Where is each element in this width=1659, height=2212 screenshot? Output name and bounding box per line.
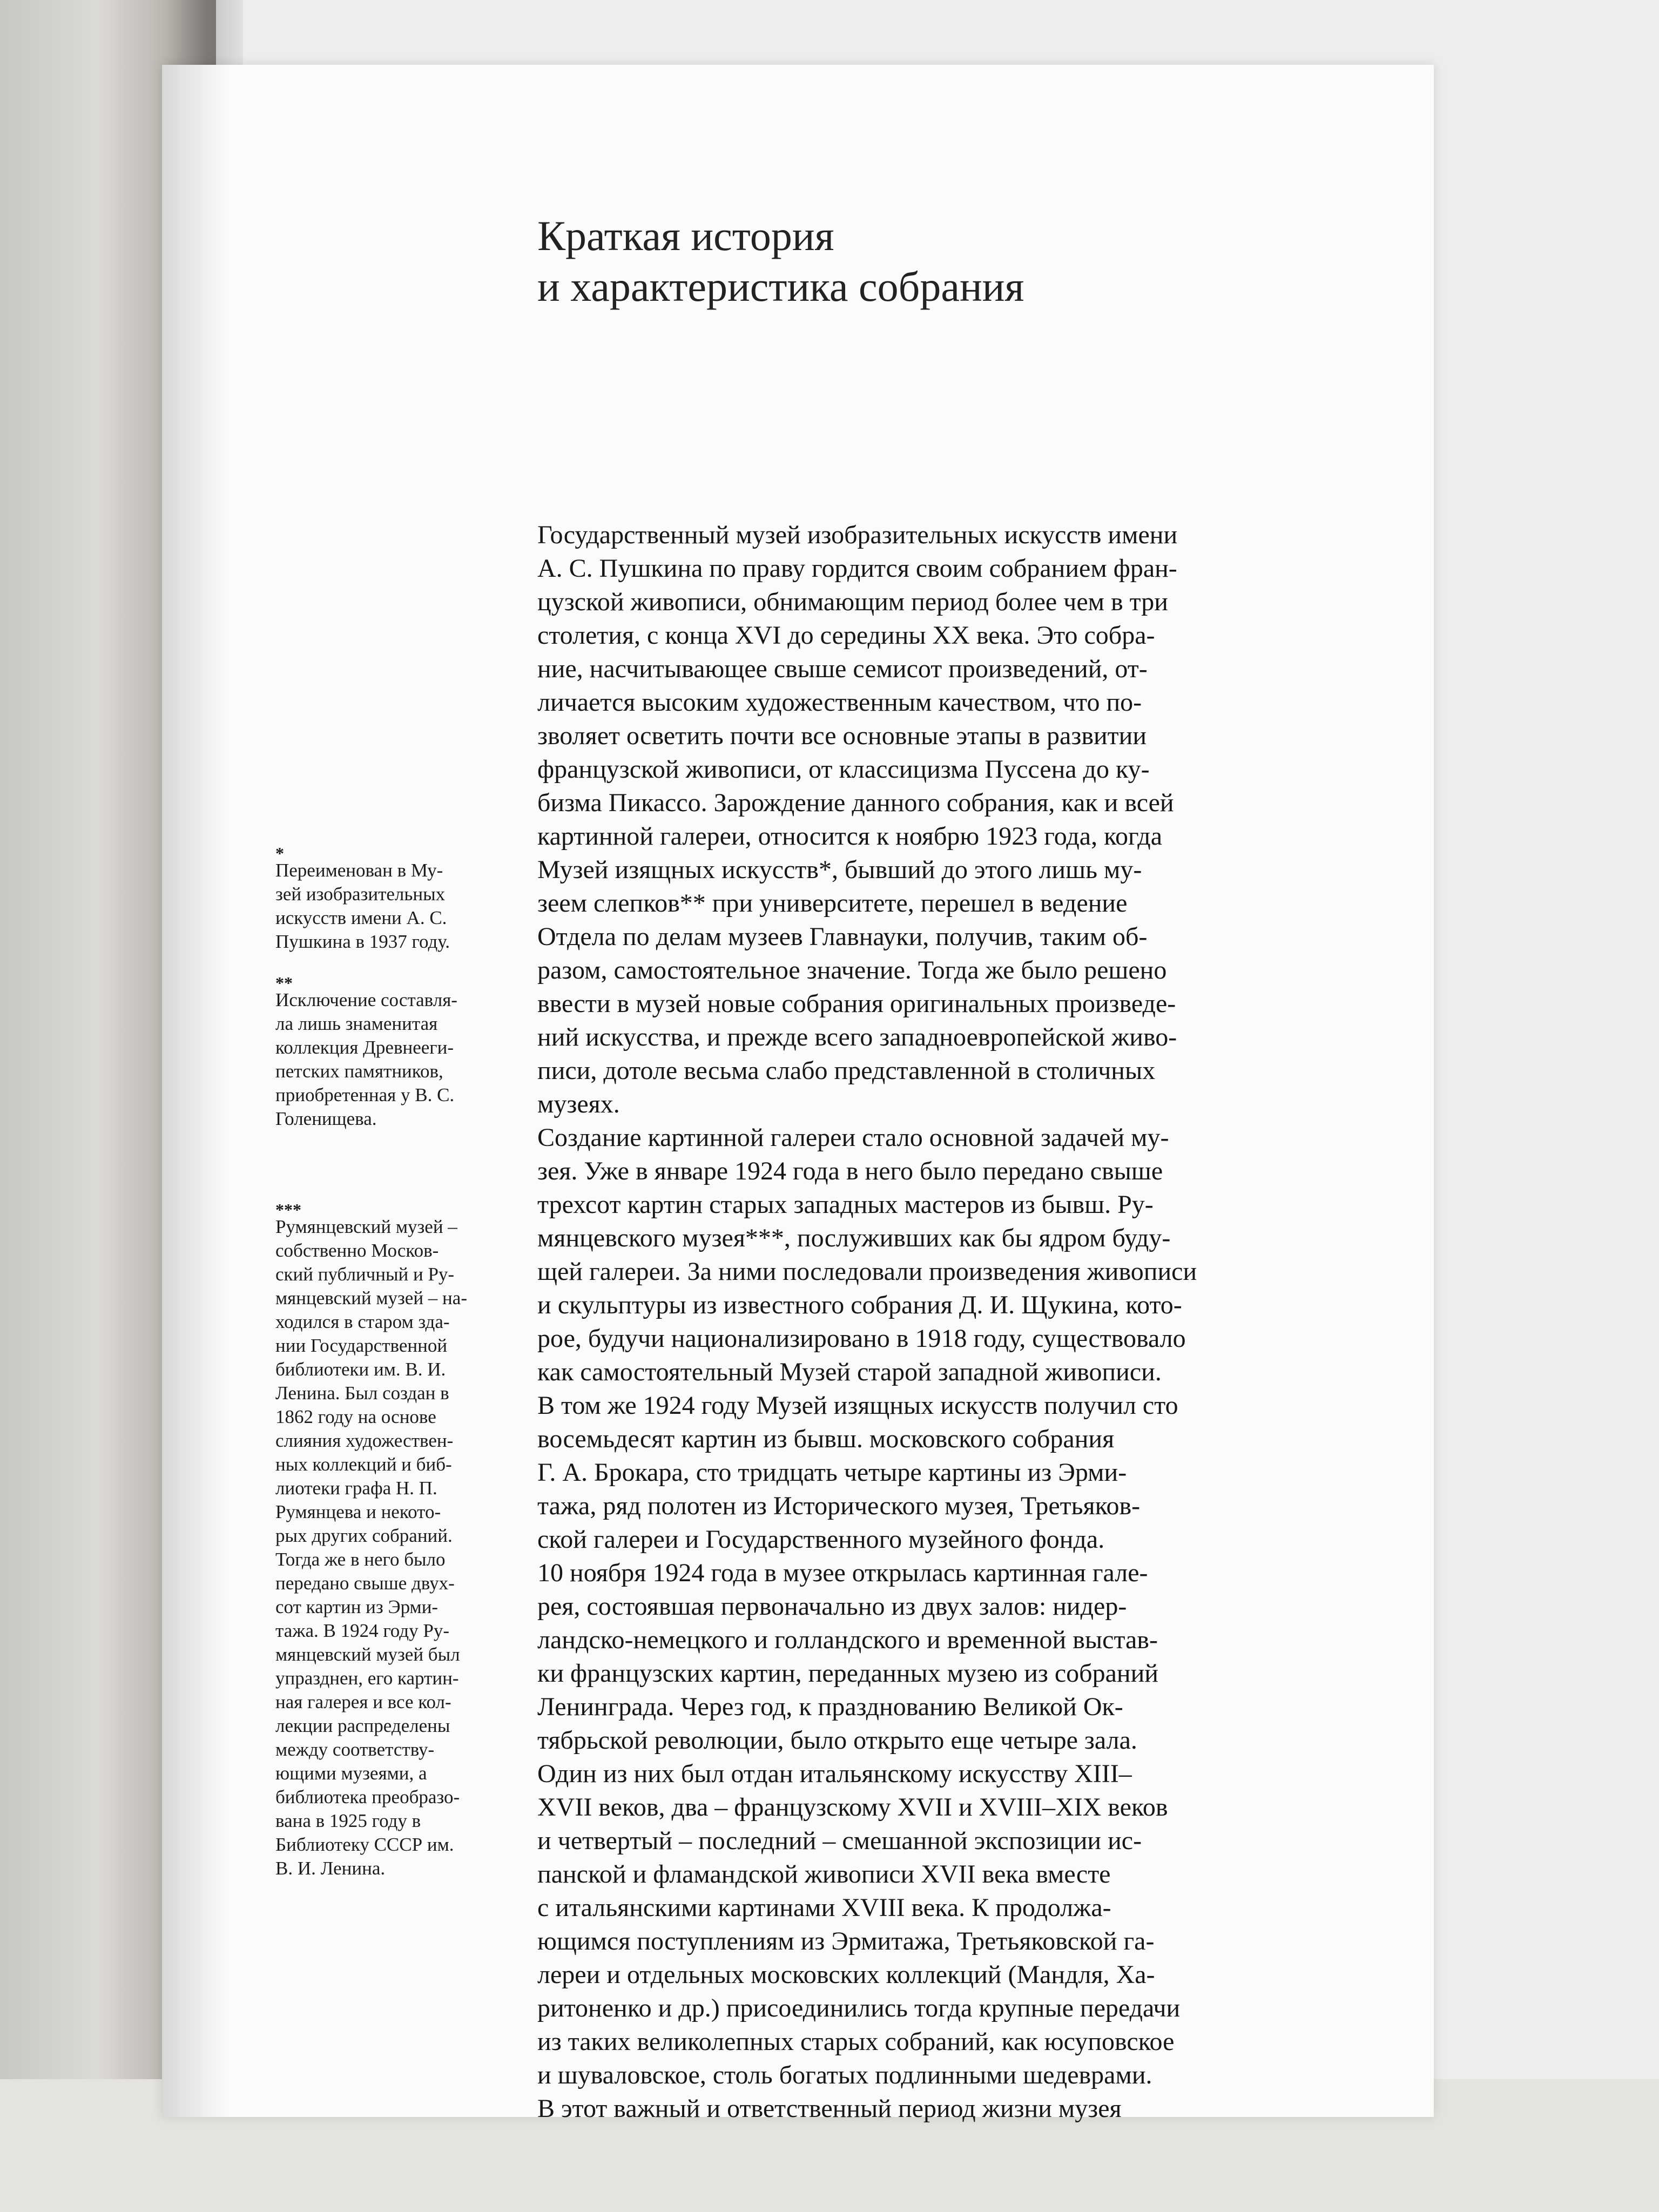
footnote-line: тажа. В 1924 году Ру- xyxy=(275,1620,449,1641)
book-page xyxy=(162,65,1434,2123)
chapter-title xyxy=(537,211,1347,312)
text-line: тябрьской революции, было открыто еще четыре зала. xyxy=(537,1726,1137,1755)
footnote-line: библиотека преобразо- xyxy=(275,1786,460,1808)
footnote-line: Румянцевский музей – xyxy=(275,1216,457,1237)
footnote-line: Ленина. Был создан в xyxy=(275,1382,449,1404)
footnote-line: собственно Москов- xyxy=(275,1240,439,1261)
footnote-line: между соответству- xyxy=(275,1739,435,1760)
text-line: и четвертый – последний – смешанной экспозиции ис- xyxy=(537,1826,1142,1855)
text-line: и скульптуры из известного собрания Д. И. Щукина, кото- xyxy=(537,1291,1182,1319)
text-line: картинной галереи, относится к ноябрю 1923 года, когда xyxy=(537,822,1163,851)
footnote-line: нии Государственной xyxy=(275,1335,448,1356)
text-line: ритоненко и др.) присоединились тогда крупные передачи xyxy=(537,1994,1181,2022)
text-line: мянцевского музея***, послуживших как бы ядром буду- xyxy=(537,1224,1171,1252)
text-line: бизма Пикассо. Зарождение данного собрания, как и всей xyxy=(537,788,1174,817)
text-line: Создание картинной галереи стало основной задачей му- xyxy=(537,1123,1169,1152)
text-line: Музей изящных искусств*, бывший до этого лишь му- xyxy=(537,855,1142,884)
text-line: зея. Уже в январе 1924 года в него было передано свыше xyxy=(537,1157,1163,1185)
text-line: музеях. xyxy=(537,1090,620,1118)
footnote-mark: *** xyxy=(275,1200,301,1219)
chapter-title-line: Краткая история xyxy=(537,212,834,259)
text-line: личается высоким художественным качеством, что по- xyxy=(537,688,1142,717)
text-line: тажа, ряд полотен из Исторического музея, Третьяков- xyxy=(537,1492,1141,1520)
footnote-line: 1862 году на основе xyxy=(275,1406,436,1427)
footnote-line: лиотеки графа Н. П. xyxy=(275,1478,437,1499)
text-line: как самостоятельный Музей старой западной живописи. xyxy=(537,1358,1162,1386)
text-line: В том же 1924 году Музей изящных искусств получил сто xyxy=(537,1391,1178,1420)
text-line: А. С. Пушкина по праву гордится своим собранием фран- xyxy=(537,554,1177,583)
text-line: Отдела по делам музеев Главнауки, получив, таким об- xyxy=(537,922,1148,951)
footnote-line: В. И. Ленина. xyxy=(275,1858,386,1879)
text-line: и шуваловское, столь богатых подлинными шедеврами. xyxy=(537,2061,1152,2089)
footnote-line: передано свыше двух- xyxy=(275,1573,455,1594)
footnote-line: вана в 1925 году в xyxy=(275,1810,421,1831)
footnote-line: ходился в старом зда- xyxy=(275,1311,450,1332)
footnote-line: Исключение составля- xyxy=(275,989,457,1010)
text-line: ние, насчитывающее свыше семисот произведений, от- xyxy=(537,655,1148,683)
footnote-line: коллекция Древнееги- xyxy=(275,1037,454,1058)
footnote-line: сот картин из Эрми- xyxy=(275,1596,439,1617)
footnote-line: ский публичный и Ру- xyxy=(275,1264,455,1285)
text-line: XVII веков, два – французскому XVII и XVIII–XIX веков xyxy=(537,1793,1168,1822)
footnote-mark: * xyxy=(275,844,284,863)
text-line: Г. А. Брокара, сто тридцать четыре картины из Эрми- xyxy=(537,1458,1127,1487)
footnote-line: Переименован в Му- xyxy=(275,860,443,881)
text-line: разом, самостоятельное значение. Тогда же было решено xyxy=(537,956,1167,984)
footnote-line: мянцевский музей – на- xyxy=(275,1287,467,1309)
footnote-line: Тогда же в него было xyxy=(275,1549,446,1570)
text-line: зеем слепков** при университете, перешел в ведение xyxy=(537,889,1128,918)
footnote-line: Пушкина в 1937 году. xyxy=(275,931,450,952)
text-line: Государственный музей изобразительных искусств имени xyxy=(537,521,1178,549)
footnote-line: искусств имени А. С. xyxy=(275,907,447,928)
text-line: щей галереи. За ними последовали произведения живописи xyxy=(537,1257,1197,1286)
footnote-line: упразднен, его картин- xyxy=(275,1668,459,1689)
text-line: рея, состоявшая первоначально из двух залов: нидер- xyxy=(537,1592,1127,1621)
footnote-line: Голенищева. xyxy=(275,1108,377,1129)
text-line: ввести в музей новые собрания оригинальных произведе- xyxy=(537,989,1176,1018)
footnote-line: ных коллекций и биб- xyxy=(275,1454,452,1475)
text-line: В этот важный и ответственный период жизни музея xyxy=(537,2094,1122,2123)
text-line: 10 ноября 1924 года в музее открылась картинная гале- xyxy=(537,1559,1148,1587)
footnote-line: ющими музеями, а xyxy=(275,1763,427,1784)
footnote-line: Румянцева и некото- xyxy=(275,1501,441,1522)
text-line: рое, будучи национализировано в 1918 году, существовало xyxy=(537,1324,1186,1353)
footnote-1 xyxy=(275,844,529,954)
footnote-line: мянцевский музей был xyxy=(275,1644,460,1665)
text-line: ющимся поступлениям из Эрмитажа, Третьяковской га- xyxy=(537,1927,1155,1955)
text-line: с итальянскими картинами XVIII века. К продолжа- xyxy=(537,1893,1111,1922)
footnote-line: слияния художествен- xyxy=(275,1430,454,1451)
text-line: лереи и отдельных московских коллекций (Мандля, Ха- xyxy=(537,1960,1155,1989)
footnote-2 xyxy=(275,973,529,1131)
footnote-3 xyxy=(275,1200,529,1880)
text-line: Ленинграда. Через год, к празднованию Великой Ок- xyxy=(537,1692,1123,1721)
text-line: трехсот картин старых западных мастеров из бывш. Ру- xyxy=(537,1190,1154,1219)
text-line: цузской живописи, обнимающим период более чем в три xyxy=(537,588,1168,616)
text-line: ландско-немецкого и голландского и временной выстав- xyxy=(537,1626,1158,1654)
chapter-title-line: и характеристика собрания xyxy=(537,263,1024,310)
footnote-line: библиотеки им. В. И. xyxy=(275,1359,446,1380)
text-line: столетия, с конца XVI до середины XX века. Это собра- xyxy=(537,621,1155,650)
text-line: из таких великолепных старых собраний, как юсуповское xyxy=(537,2027,1175,2056)
footnote-line: приобретенная у В. С. xyxy=(275,1084,455,1105)
text-line: восемьдесят картин из бывш. московского собрания xyxy=(537,1425,1115,1453)
footnote-line: лекции распределены xyxy=(275,1715,450,1736)
footnote-line: ная галерея и все кол- xyxy=(275,1691,451,1712)
footnote-line: зей изобразительных xyxy=(275,884,446,905)
footnote-line: ла лишь знаменитая xyxy=(275,1013,438,1034)
footnote-line: Библиотеку СССР им. xyxy=(275,1834,454,1855)
footnote-line: рых других собраний. xyxy=(275,1525,453,1546)
footnote-line: петских памятников, xyxy=(275,1061,443,1082)
text-line: ки французских картин, переданных музею из собраний xyxy=(537,1659,1158,1688)
text-line: панской и фламандской живописи XVII века вместе xyxy=(537,1860,1111,1889)
footnote-mark: ** xyxy=(275,973,293,993)
text-line: ской галереи и Государственного музейного фонда. xyxy=(537,1525,1105,1554)
main-text xyxy=(537,518,1380,2126)
text-line: французской живописи, от классицизма Пуссена до ку- xyxy=(537,755,1150,784)
text-line: писи, дотоле весьма слабо представленной в столичных xyxy=(537,1056,1156,1085)
text-line: Один из них был отдан итальянскому искусству XIII– xyxy=(537,1759,1132,1788)
text-line: зволяет осветить почти все основные этапы в развитии xyxy=(537,721,1147,750)
page-gutter-shadow xyxy=(162,65,227,2117)
text-line: ний искусства, и прежде всего западноевропейской живо- xyxy=(537,1023,1177,1051)
